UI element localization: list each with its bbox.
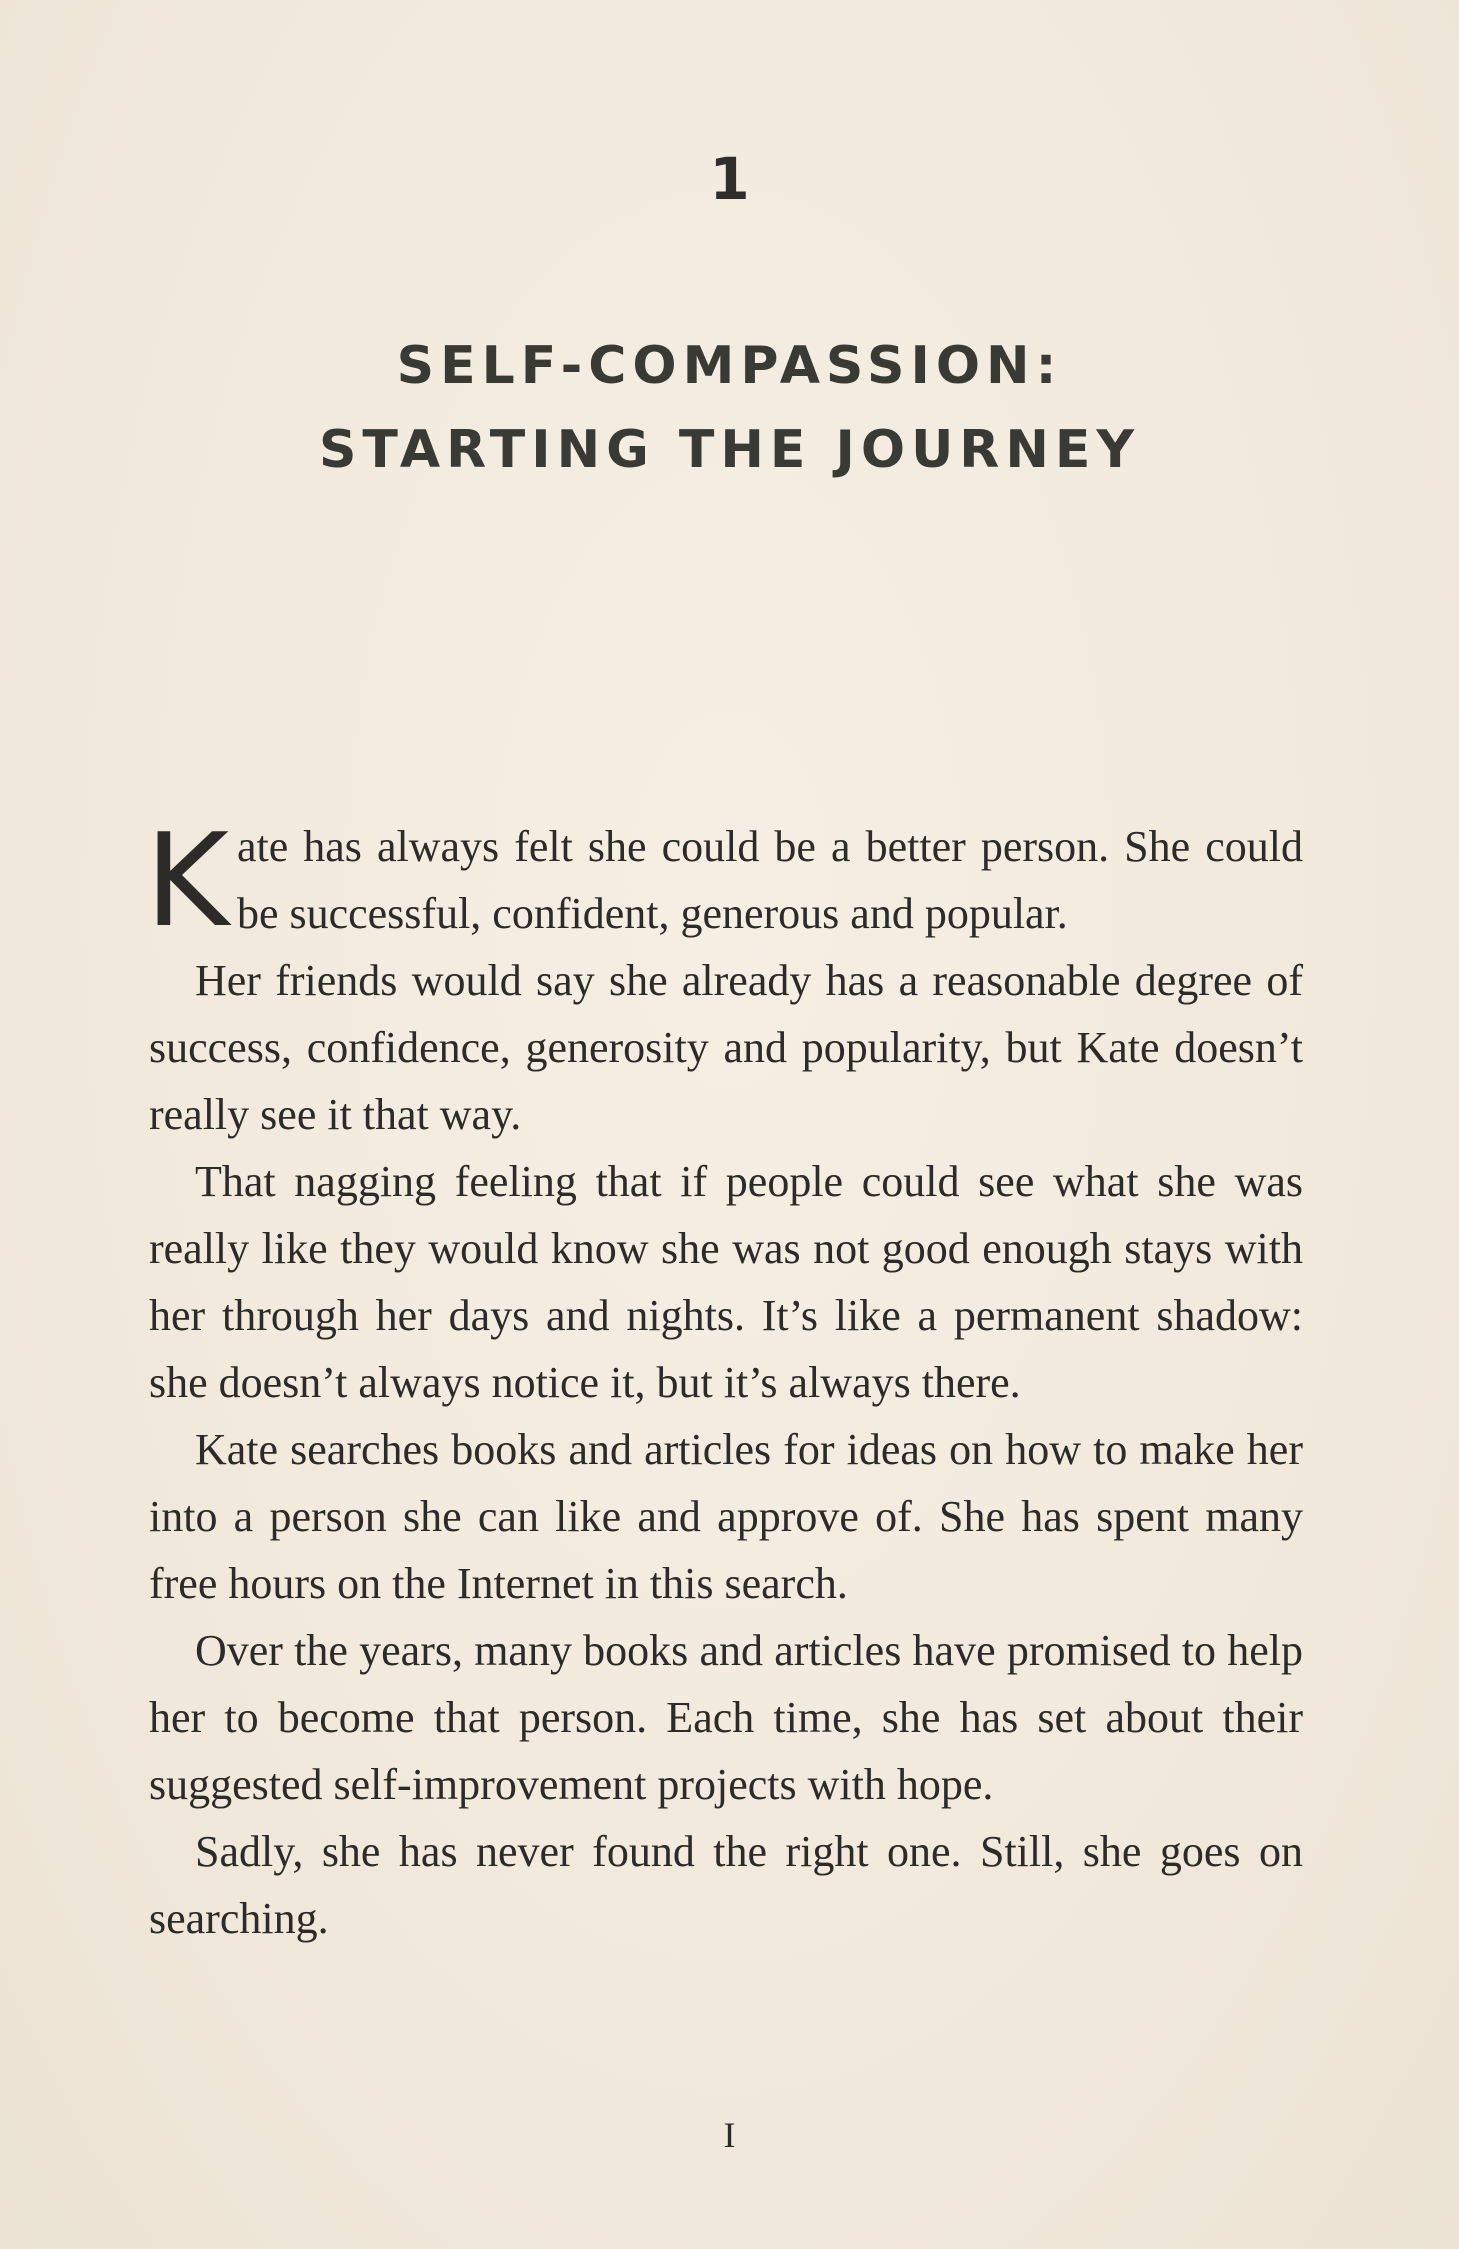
chapter-number: 1: [709, 145, 750, 213]
body-paragraph-text: ate has always felt she could be a better person. She could be successful, confident, generous and popular.: [236, 822, 1303, 938]
chapter-title-line-2: STARTING THE JOURNEY: [318, 420, 1141, 480]
chapter-body: [145, 807, 1303, 1952]
body-paragraph: Over the years, many books and articles have promised to help her to become that person. Each time, she has set about their suggested self-improvement projects with hope.: [149, 1626, 1303, 1809]
body-paragraph: Sadly, she has never found the right one. Still, she goes on searching.: [149, 1827, 1303, 1943]
body-paragraph: That nagging feeling that if people could see what she was really like they would know she was not good enough stays with her through her days and nights. It’s like a permanent shadow: she doesn’t always notice it, but it’s always there.: [149, 1157, 1303, 1407]
drop-cap: K: [145, 807, 229, 956]
body-paragraph: Kate searches books and articles for ideas on how to make her into a person she can like and approve of. She has spent many free hours on the Internet in this search.: [149, 1425, 1303, 1608]
page-number: I: [723, 2115, 736, 2155]
chapter-title: [0, 336, 1459, 508]
body-paragraph: [145, 807, 1303, 956]
chapter-title-line-1: SELF-COMPASSION:: [396, 336, 1063, 396]
body-paragraph: Her friends would say she already has a reasonable degree of success, confidence, generosity and popularity, but Kate doesn’t really see it that way.: [149, 956, 1303, 1139]
